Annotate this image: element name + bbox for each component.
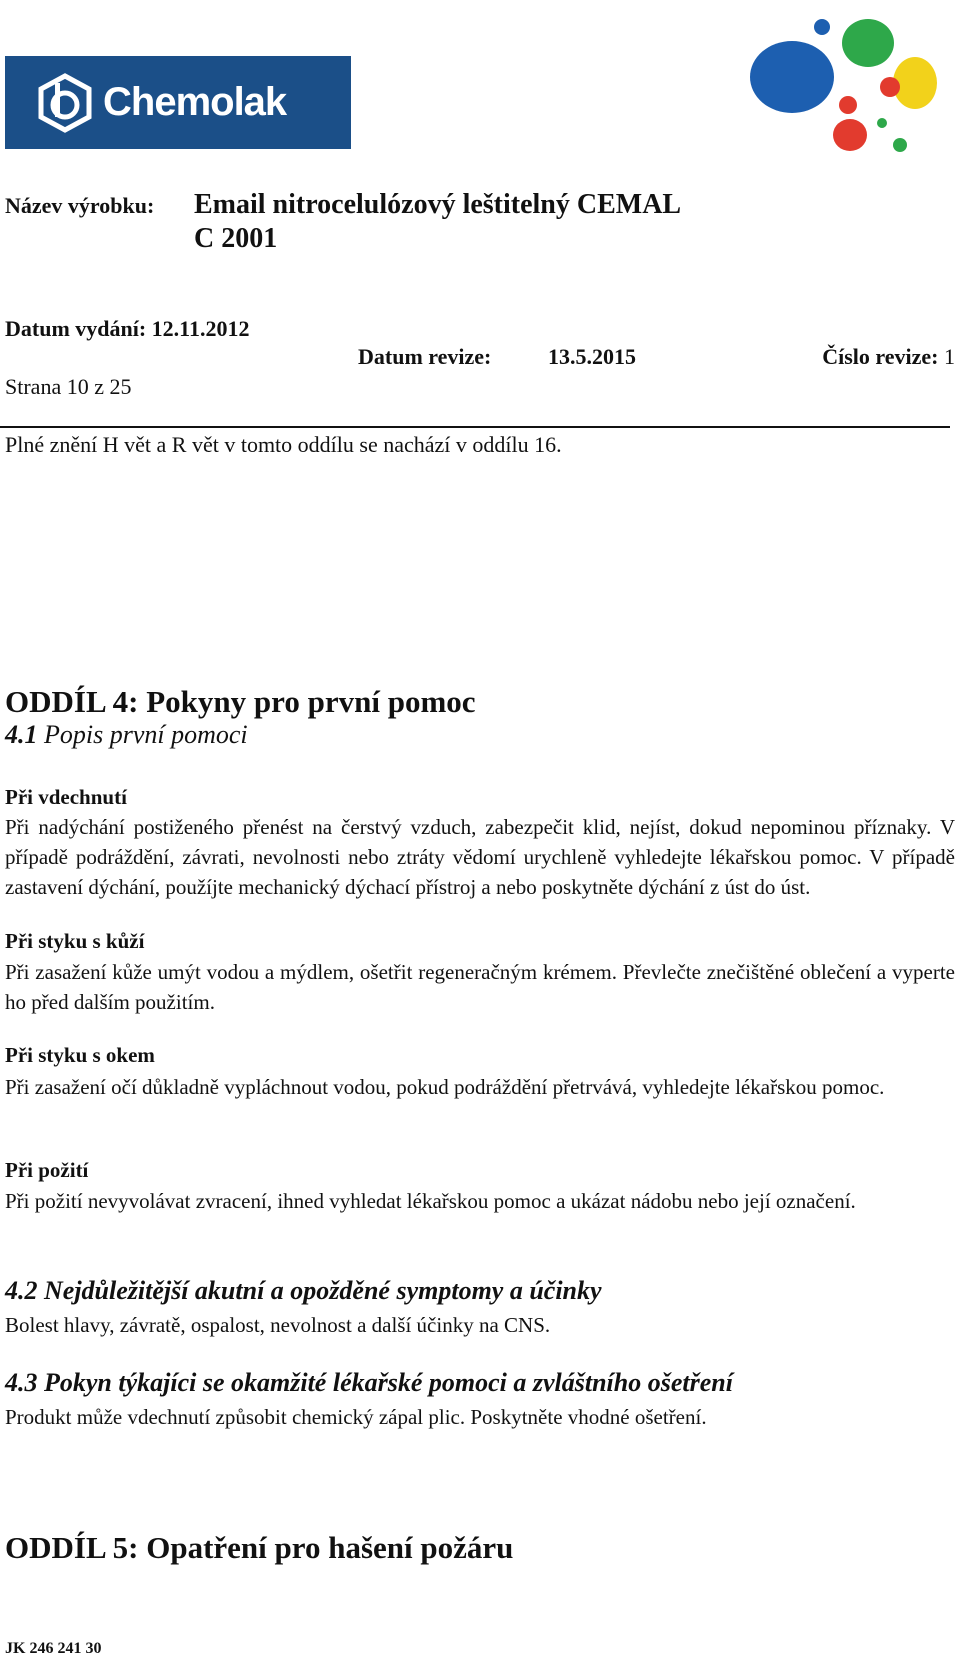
subsection-4-1-title [5,720,248,750]
header-divider [0,426,950,428]
revision-date: 13.5.2015 [548,344,636,369]
issue-date: Datum vydání: 12.11.2012 [5,316,250,341]
product-name-line1: Email nitrocelulózový leštitelný CEMAL [194,189,682,220]
subsection-4-2-text: Bolest hlavy, závratě, ospalost, nevolnost a další účinky na CNS. [5,1313,551,1337]
colored-balls-icon [740,5,940,165]
product-label: Název výrobku: [5,193,155,218]
page-number: Strana 10 z 25 [5,374,132,399]
section-note: Plné znění H vět a R vět v tomto oddílu se nachází v oddílu 16. [5,432,562,457]
revision-number-label: Číslo revize: [822,344,939,369]
subsection-4-1-number: 4.1 [5,720,38,749]
ingestion-text: Při požití nevyvolávat zvracení, ihned vyhledat lékařskou pomoc a ukázat nádobu nebo její označení. [5,1189,856,1213]
eye-contact-text: Při zasažení očí důkladně vypláchnout vodou, pokud podráždění přetrvává, vyhledejte lékařskou pomoc. [5,1075,885,1099]
inhalation-text: Při nadýchání postiženého přenést na čerstvý vzduch, zabezpečit klid, nejíst, dokud nepominou příznaky. V případě podráždění, závrati, nevolnosti nebo ztráty vědomí urychleně vyhledejte lékařskou pomoc. V případě zastavení dýchání, použíjte mechanický dýchací přístroj a nebo poskytněte dýchání z úst do úst. [5,815,955,899]
subsection-4-3-title: 4.3 Pokyn týkajíci se okamžité lékařské pomoci a zvláštního ošetření [5,1368,733,1397]
ingestion-heading: Při požití [5,1158,89,1182]
subsection-4-2-title: 4.2 Nejdůležitější akutní a opožděné symptomy a účinky [5,1276,602,1305]
section-5-title: ODDÍL 5: Opatření pro hašení požáru [5,1530,514,1565]
footer-code: JK 246 241 30 [5,1640,102,1657]
eye-contact-heading: Při styku s okem [5,1043,155,1067]
subsection-4-3-text: Produkt může vdechnutí způsobit chemický zápal plic. Poskytněte vhodné ošetření. [5,1405,707,1429]
subsection-4-1-text: Popis první pomoci [44,720,248,749]
skin-contact-heading: Při styku s kůží [5,929,145,953]
inhalation-heading: Při vdechnutí [5,785,127,809]
product-name-line2: C 2001 [194,223,278,254]
revision-number-value: 1 [944,344,955,369]
section-4-title: ODDÍL 4: Pokyny pro první pomoc [5,684,476,719]
skin-contact-text: Při zasažení kůže umýt vodou a mýdlem, ošetřit regeneračným krémem. Převlečte znečištěné oblečení a vyperte ho před dalším použitím. [5,960,955,1014]
product-name [194,188,754,256]
revision-date-label: Datum revize: [358,344,492,369]
revision-number [822,344,955,370]
logo-text: Chemolak [103,80,287,124]
chemolak-logo [5,56,351,149]
chemolak-emblem-icon [35,73,95,133]
